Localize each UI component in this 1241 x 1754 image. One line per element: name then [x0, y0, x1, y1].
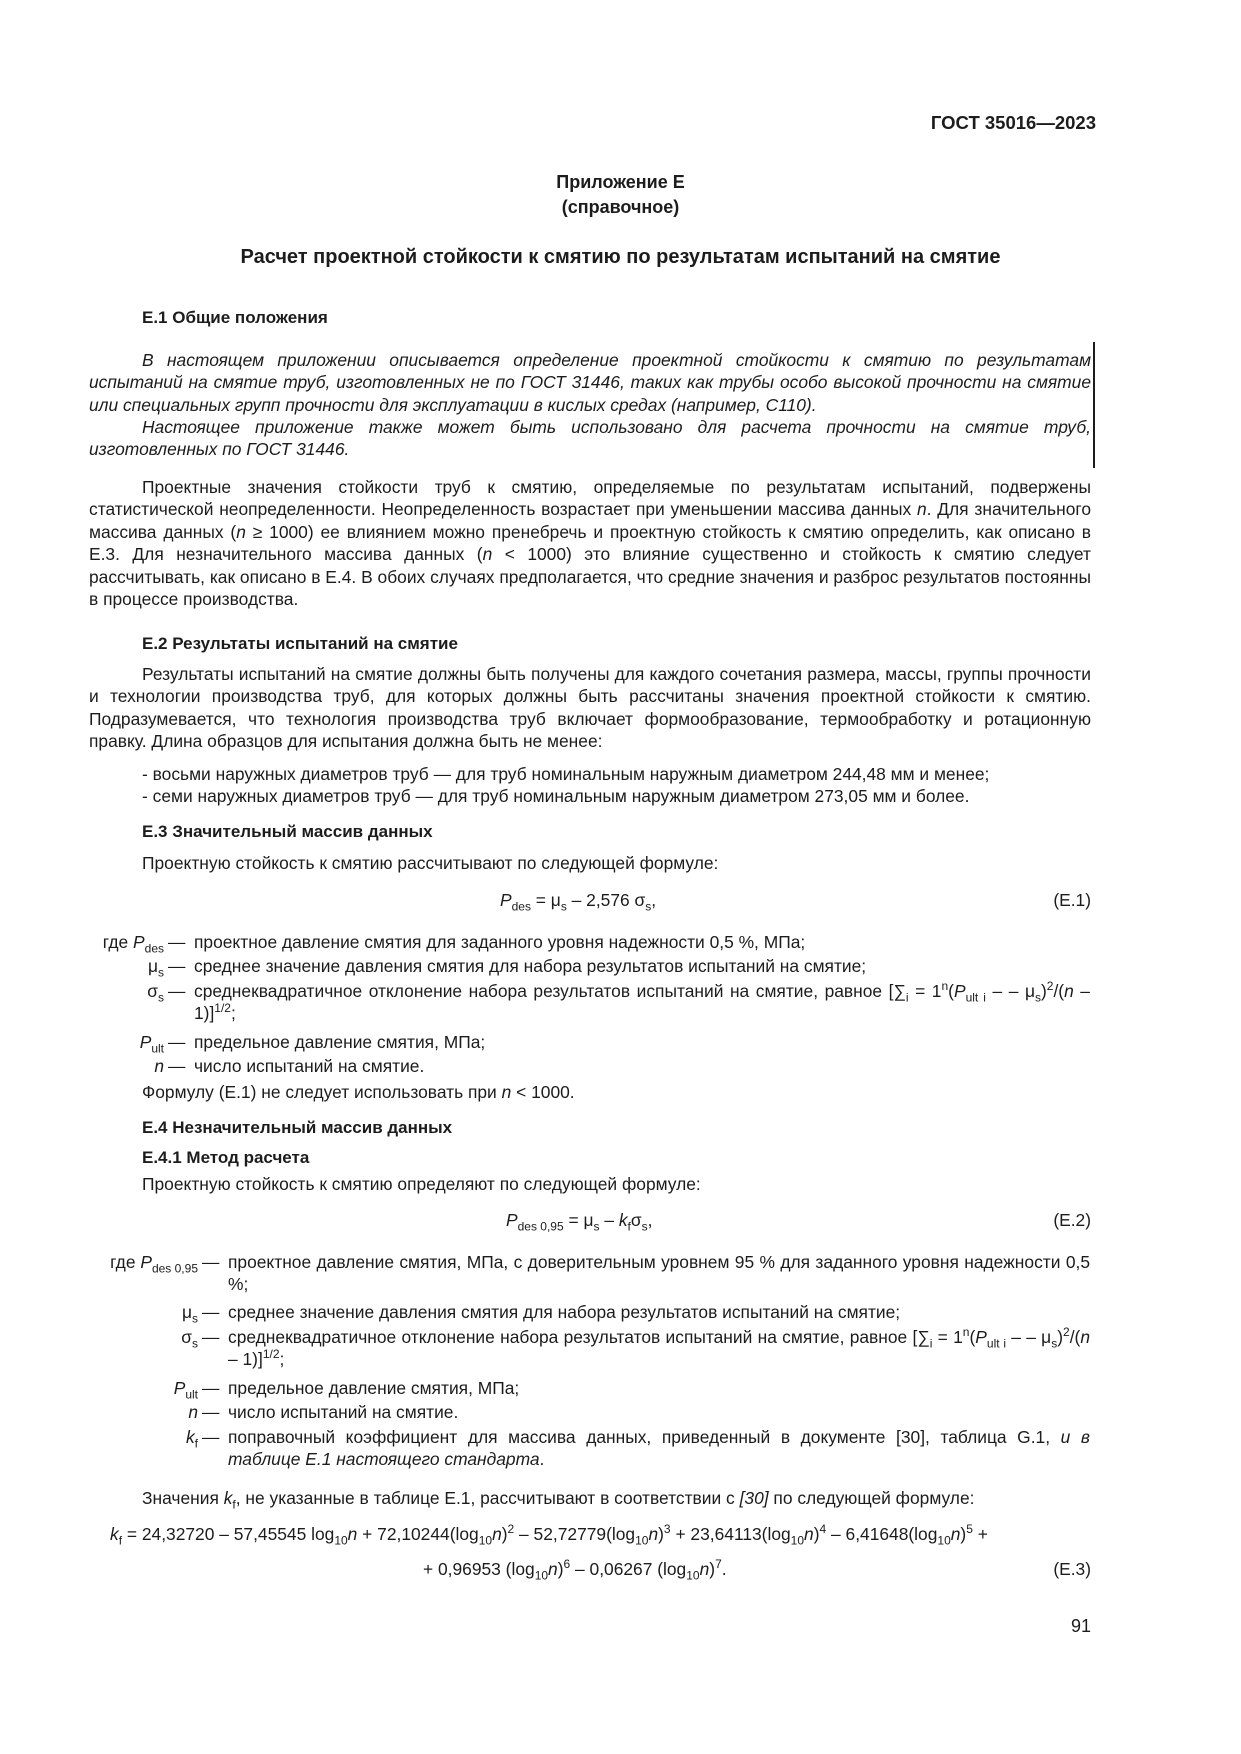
section-e3-note: Формулу (Е.1) не следует использовать при n < 1000.	[142, 1082, 575, 1102]
formula-e2: $P_{des 0,95} = \mu_s - k_f\sigma_s$,	[506, 1210, 653, 1234]
symbol-label: $\mu_s$	[147, 956, 164, 980]
where-label: где $P_{des 0,95}$	[110, 1252, 198, 1276]
symbol-label: $P_{ult}$	[173, 1378, 198, 1402]
definition-item: среднеквадратичное отклонение набора результатов испытаний на смятие, равное [$\sum_i = 1^n(P_{ult i}$ – – $\mu_s)^2/(n - 1)]^{1/2}$;	[228, 1325, 1090, 1370]
symbol-label: n	[188, 1402, 198, 1422]
where-label: где $P_{des}$	[102, 932, 164, 956]
change-bar	[1093, 342, 1095, 468]
definition-item: проектное давление смятия, МПа, с доверительным уровнем 95 % для заданного уровня надежности 0,5 %;	[228, 1252, 1090, 1295]
formula-e3-line2: + 0,96953 $(\log_{10}n)^6 - 0,06267$ $(\log_{10}n)^7$.	[423, 1557, 727, 1583]
kf-paragraph: Значения $k_f$, не указанные в таблице Е.1, рассчитывают в соответствии с [30] по следующей формуле:	[142, 1488, 975, 1512]
section-e1-title: Е.1 Общие положения	[142, 308, 328, 327]
document-code: ГОСТ 35016—2023	[930, 112, 1096, 133]
symbol-label: $\sigma_s$	[181, 1327, 198, 1351]
appendix-subtitle: (справочное)	[561, 197, 680, 217]
definition-item: проектное давление смятия для заданного уровня надежности 0,5 %, МПа;	[194, 932, 806, 952]
symbol-label: $\sigma_s$	[147, 981, 164, 1005]
definition-item: среднеквадратичное отклонение набора результатов испытаний на смятие, равное [$\sum_i = 1^n(P_{ult i}$ – – $\mu_s)^2/(n - 1)]^{1/2}$;	[194, 979, 1090, 1024]
section-e2-title: Е.2 Результаты испытаний на смятие	[142, 634, 458, 653]
definition-item: поправочный коэффициент для массива данных, приведенный в документе [30], таблица G.1, и в таблице Е.1 настоящего стандарта.	[228, 1427, 1090, 1470]
section-e2-paragraph: Результаты испытаний на смятие должны быть получены для каждого сочетания размера, массы, группы прочности и технологии производства труб, для которых должны быть рассчитаны значения проектной стойкости к смятию. Подразумевается, что технология производства труб включает формообразование, термообработку и ротационную правку. Длина образцов для испытания должна быть не менее:	[89, 664, 1091, 752]
section-e1-paragraph: Проектные значения стойкости труб к смятию, определяемые по результатам испытаний, подвержены статистической неопределенности. Неопределенность возрастает при уменьшении массива данных n. Для значительного массива данных (n ≥ 1000) ее влиянием можно пренебречь и проектную стойкость к смятию определить, как описано в Е.3. Для незначительного массива данных (n < 1000) это влияние существенно и стойкость к смятию следует рассчитывать, как описано в Е.4. В обоих случаях предполагается, что средние значения и разброс результатов постоянны в процессе производства.	[89, 477, 1092, 610]
appendix-title: Приложение Е	[556, 172, 685, 192]
definition-item: предельное давление смятия, МПа;	[194, 1032, 486, 1052]
list-item: - восьми наружных диаметров труб — для труб номинальным наружным диаметром 244,48 мм и менее;	[142, 764, 990, 784]
list-item: - семи наружных диаметров труб — для труб номинальным наружным диаметром 273,05 мм и более.	[142, 786, 970, 806]
italic-paragraph-1: В настоящем приложении описывается определение проектной стойкости к смятию по результатам испытаний на смятие труб, изготовленных не по ГОСТ 31446, таких как трубы особо высокой прочности на смятие или специальных групп прочности для эксплуатации в кислых средах (например, С110).	[89, 350, 1091, 415]
section-e3-intro: Проектную стойкость к смятию рассчитывают по следующей формуле:	[142, 853, 719, 873]
definition-item: число испытаний на смятие.	[228, 1402, 459, 1422]
definition-item: число испытаний на смятие.	[194, 1056, 425, 1076]
definition-item: предельное давление смятия, МПа;	[228, 1378, 520, 1398]
formula-e3-number: (Е.3)	[1053, 1559, 1091, 1579]
formula-e3-line1: $k_f = 24,32720 - 57,45545$ $\log_{10}n + 72,10244(\log_{10}n)^2 - 52,72779(\log_{10}n)^3 + 23,64113(\log_{10}n)^4 - 6,41648(\log_{10}n)^5$ +	[110, 1522, 988, 1548]
formula-e1-number: (Е.1)	[1053, 890, 1091, 910]
definition-item: среднее значение давления смятия для набора результатов испытаний на смятие;	[228, 1302, 901, 1322]
symbol-label: $\mu_s$	[181, 1302, 198, 1326]
formula-e2-number: (Е.2)	[1053, 1210, 1091, 1230]
section-e3-title: Е.3 Значительный массив данных	[142, 822, 433, 841]
appendix-heading: Расчет проектной стойкости к смятию по результатам испытаний на смятие	[240, 246, 1001, 268]
section-e41-title: Е.4.1 Метод расчета	[142, 1148, 310, 1167]
formula-e1: $P_{des} = \mu_s - 2,576$ $\sigma_s$,	[500, 890, 657, 914]
page-number: 91	[1070, 1616, 1091, 1636]
definition-item: среднее значение давления смятия для набора результатов испытаний на смятие;	[194, 956, 867, 976]
symbol-label: $P_{ult}$	[139, 1032, 164, 1056]
symbol-label: $k_f$	[185, 1427, 198, 1451]
section-e4-title: Е.4 Незначительный массив данных	[142, 1118, 453, 1137]
section-e41-intro: Проектную стойкость к смятию определяют по следующей формуле:	[142, 1174, 701, 1194]
italic-paragraph-2: Настоящее приложение также может быть использовано для расчета прочности на смятие труб, изготовленных по ГОСТ 31446.	[89, 417, 1091, 460]
symbol-label: n	[154, 1056, 164, 1076]
